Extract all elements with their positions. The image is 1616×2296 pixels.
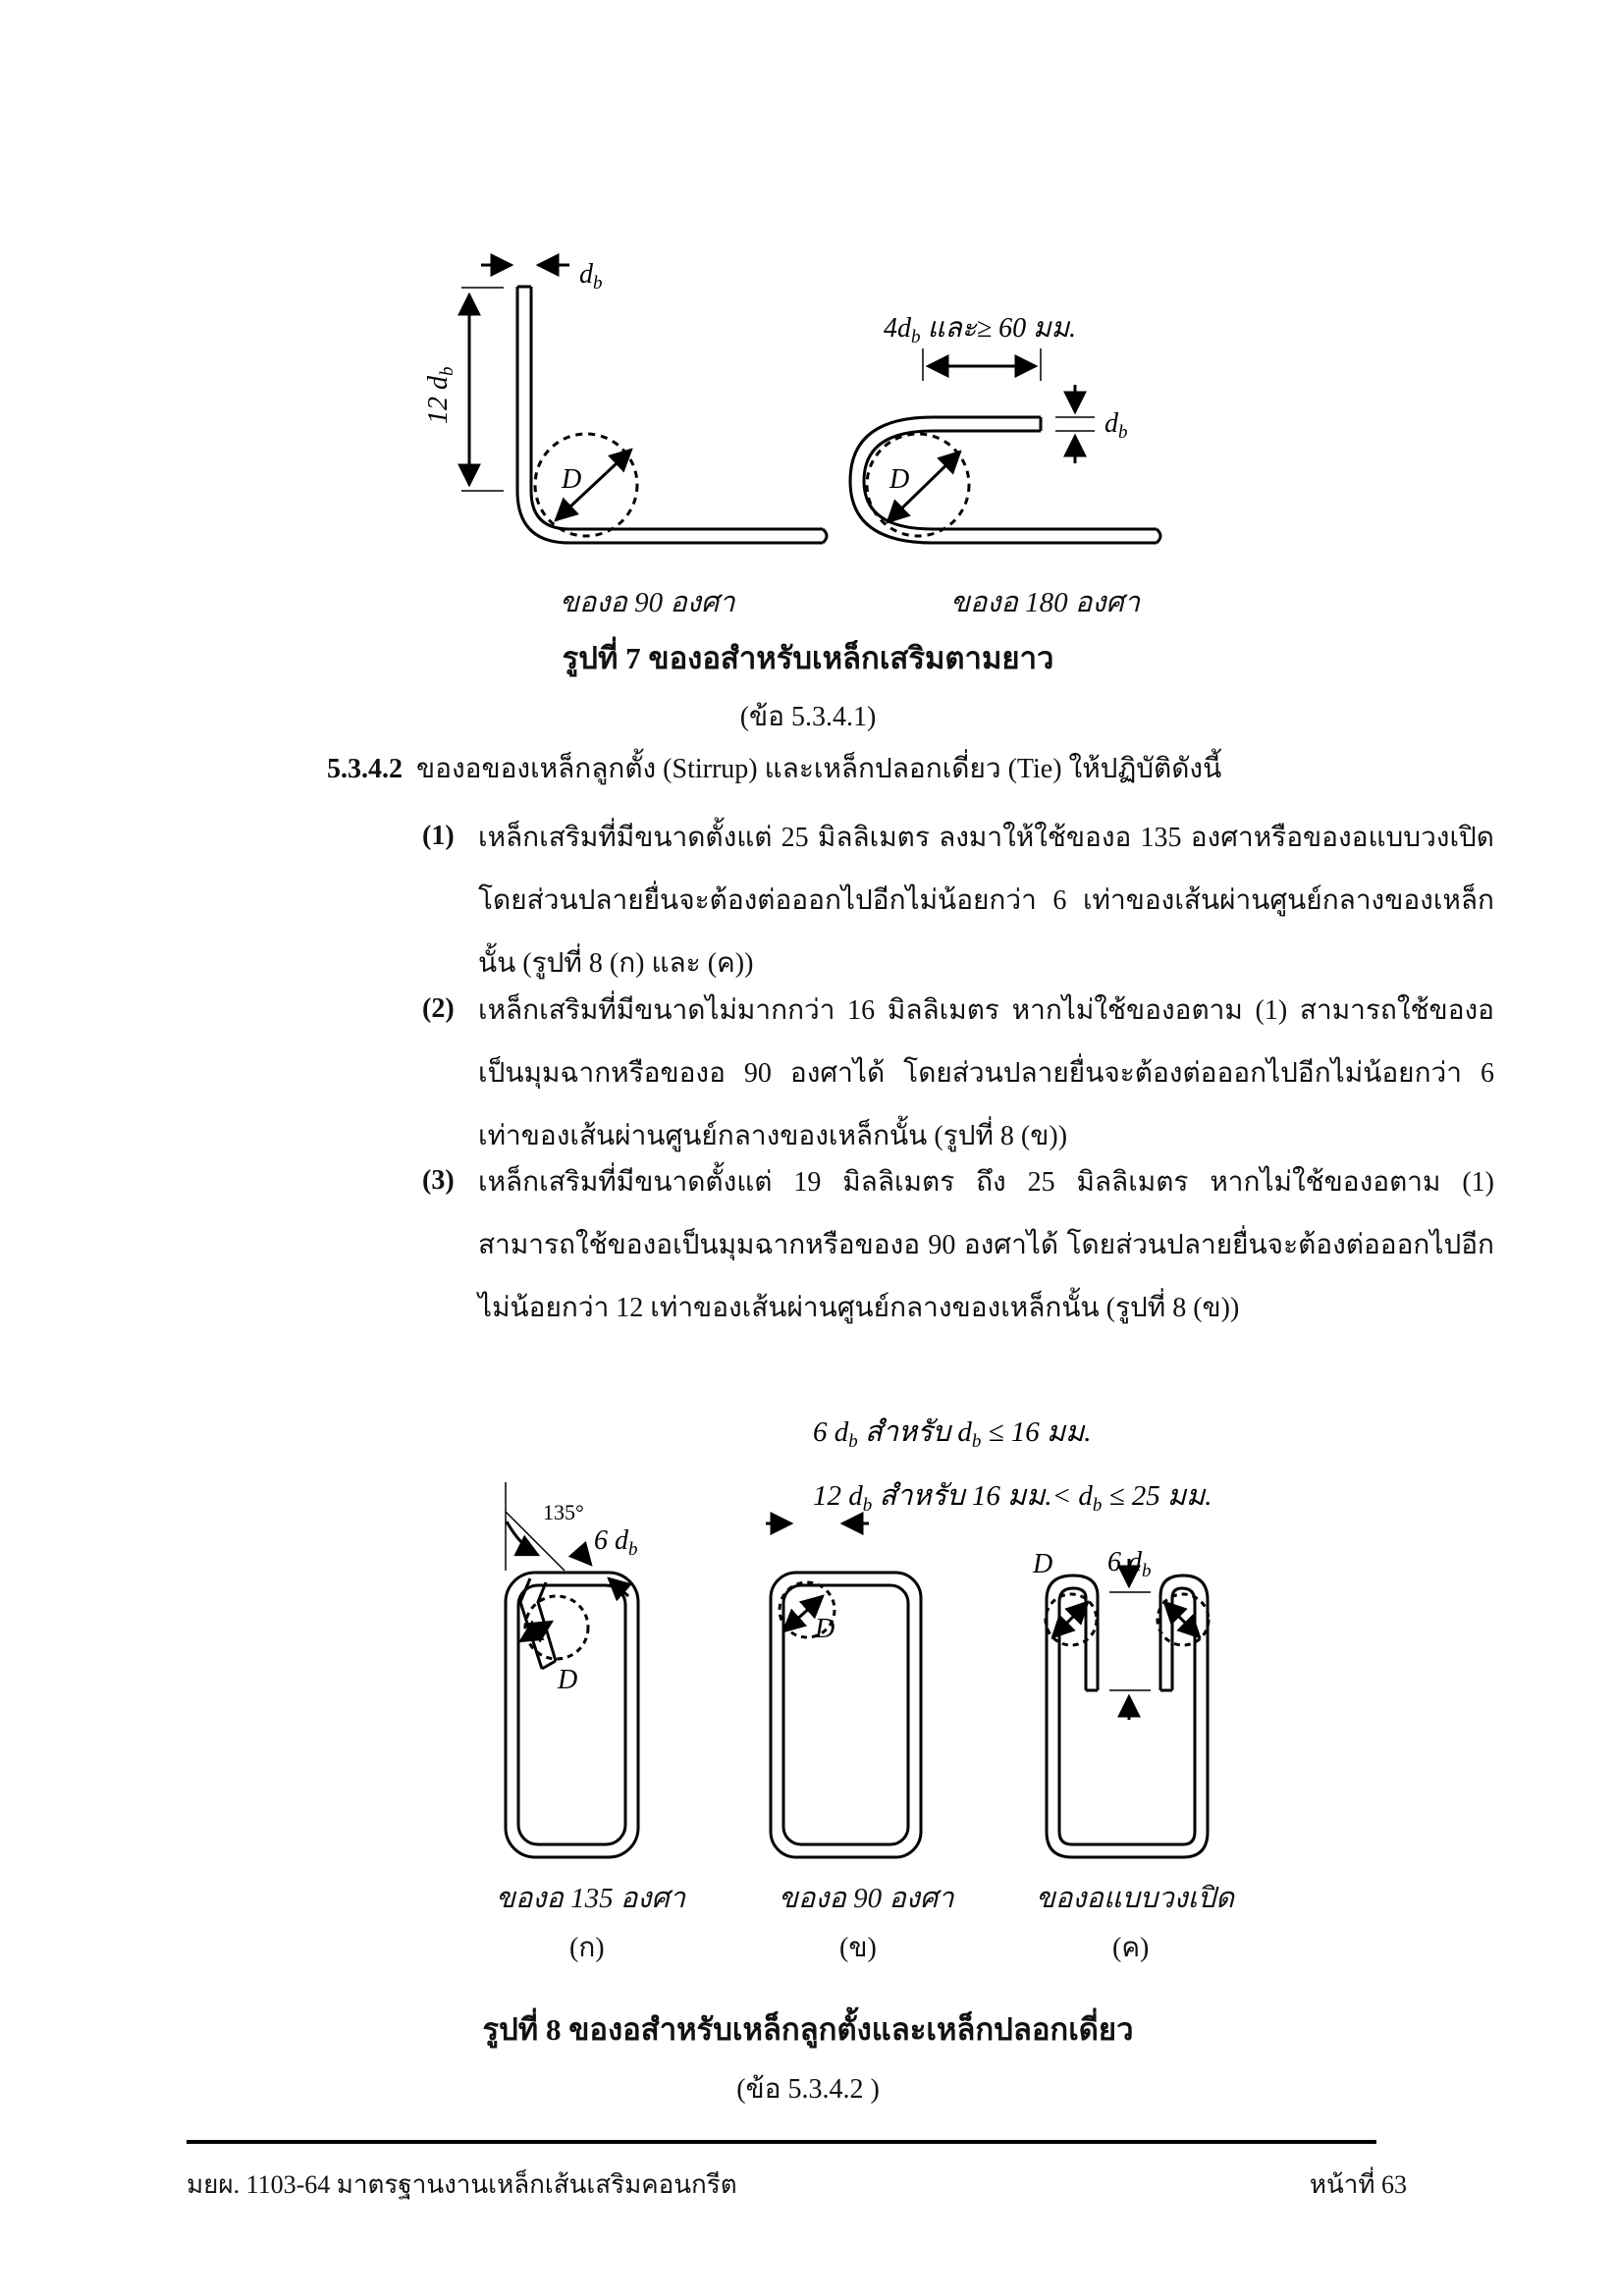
panel-a-label: ของอ 135 องศา	[496, 1883, 686, 1914]
note-1: 6 $d_b$ สำหรับ $d_b \le 16$ มม.	[813, 1416, 1092, 1452]
hook-90-label: ของอ 90 องศา	[560, 587, 735, 618]
hook-180-label: ของอ 180 องศา	[950, 587, 1141, 618]
item-1-text: เหล็กเสริมที่มีขนาดตั้งแต่ 25 มิลลิเมตร ลงมาให้ใช้ของอ 135 องศาหรือของอแบบวงเปิด โดยส่วนปลายยื่นจะต้องต่อออกไปอีกไม่น้อยกว่า 6 เท่าของเส้นผ่านศูนย์กลางของเหล็กนั้น (รูปที่ 8 (ก) และ (ค))	[478, 823, 1494, 979]
bend-diameter-circle-90	[535, 434, 637, 536]
db-label: $d_b$	[579, 259, 603, 294]
hook-135-tail	[520, 1578, 542, 1669]
footer-page-number: หน้าที่ 63	[1309, 2170, 1407, 2199]
item-1-number: (1)	[422, 821, 455, 851]
extension-label: $4d_b$ และ≥ 60 มม.	[884, 313, 1077, 347]
six-db-label-c: 6 $d_b$	[1107, 1547, 1152, 1581]
stirrup-90	[771, 1573, 921, 1857]
panel-c-label: ของอแบบวงเปิด	[1036, 1883, 1234, 1914]
footer-rule	[187, 2140, 1376, 2144]
section-title: ของอของเหล็กลูกตั้ง (Stirrup) และเหล็กปลอกเดี่ยว (Tie) ให้ปฏิบัติดังนี้	[416, 754, 1222, 784]
figure-7-drawing	[0, 0, 1616, 628]
panel-b-label: ของอ 90 องศา	[779, 1883, 954, 1914]
D-label-180: D	[889, 464, 910, 495]
D-label-b: D	[815, 1614, 835, 1644]
D-label-90: D	[562, 464, 582, 495]
section-heading	[327, 742, 1221, 797]
panel-b-tag: (ข)	[839, 1933, 877, 1963]
item-3-number: (3)	[422, 1165, 455, 1196]
D-label-a: D	[558, 1665, 578, 1695]
panel-c-tag: (ค)	[1112, 1933, 1150, 1963]
section-number: 5.3.4.2	[327, 754, 403, 784]
item-2-text: เหล็กเสริมที่มีขนาดไม่มากกว่า 16 มิลลิเมตร หากไม่ใช้ของอตาม (1) สามารถใช้ของอเป็นมุมฉากหรือของอ 90 องศาได้ โดยส่วนปลายยื่นจะต้องต่อออกไปอีกไม่น้อยกว่า 6 เท่าของเส้นผ่านศูนย์กลางของเหล็กนั้น (รูปที่ 8 (ข))	[478, 995, 1494, 1151]
hook-90-bar	[517, 287, 823, 543]
figure-8-ref: (ข้อ 5.3.4.2 )	[736, 2074, 880, 2105]
six-db-label-a: 6 $d_b$	[594, 1525, 638, 1560]
item-3-text: เหล็กเสริมที่มีขนาดตั้งแต่ 19 มิลลิเมตร ถึง 25 มิลลิเมตร หากไม่ใช้ของอตาม (1) สามารถใช้ของอเป็นมุมฉากหรือของอ 90 องศาได้ โดยส่วนปลายยื่นจะต้องต่อออกไปอีกไม่น้อยกว่า 12 เท่าของเส้นผ่านศูนย์กลางของเหล็กนั้น (รูปที่ 8 (ข))	[478, 1167, 1494, 1323]
note-2: 12 $d_b$ สำหรับ 16 มม.< $d_b \le 25$ มม.	[813, 1480, 1212, 1516]
twelve-db-label: 12 $d_b$	[423, 366, 458, 424]
bend-diameter-circle-180	[867, 434, 969, 536]
db-label-180: $d_b$	[1104, 408, 1128, 443]
angle-label: 135°	[543, 1500, 584, 1524]
item-2-number: (2)	[422, 993, 455, 1024]
panel-a-tag: (ก)	[569, 1933, 605, 1963]
figure-8-caption: รูปที่ 8 ของอสำหรับเหล็กลูกตั้งและเหล็กปลอกเดี่ยว	[482, 2012, 1134, 2047]
footer-document-title: มยผ. 1103-64 มาตรฐานงานเหล็กเส้นเสริมคอนกรีต	[187, 2170, 737, 2199]
figure-7-ref: (ข้อ 5.3.4.1)	[739, 702, 877, 732]
figure-7-caption: รูปที่ 7 ของอสำหรับเหล็กเสริมตามยาว	[562, 641, 1054, 675]
D-label-c: D	[1033, 1549, 1053, 1579]
